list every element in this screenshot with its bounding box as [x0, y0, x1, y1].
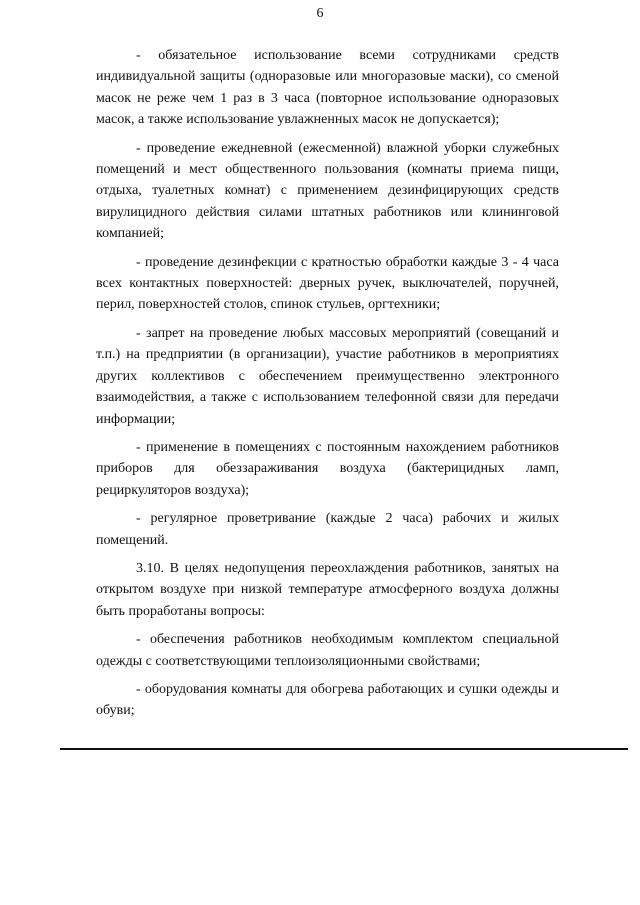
- paragraph-air-disinfection: - применение в помещениях с постоянным нахождением работников приборов для обеззараживания воздуха (бактерицидных ламп, рециркуляторов воздуха);: [96, 439, 559, 498]
- paragraph-section-3-10: 3.10. В целях недопущения переохлаждения работников, занятых на открытом воздухе при низкой температуре атмосферного воздуха должны быть проработаны вопросы:: [96, 560, 559, 619]
- paragraph-mass-events-ban: - запрет на проведение любых массовых мероприятий (совещаний и т.п.) на предприятии (в организации), участие работников в мероприятиях других коллективов с обеспечением преимущественно электронного взаимодействия, а также с использованием телефонной связи для передачи информации;: [96, 325, 559, 427]
- document-body: [96, 45, 559, 729]
- paragraph-heating-room: - оборудования комнаты для обогрева работающих и сушки одежды и обуви;: [96, 681, 559, 719]
- paragraph-masks: - обязательное использование всеми сотрудниками средств индивидуальной защиты (одноразовые или многоразовые маски), со сменой масок не реже чем 1 раз в 3 часа (повторное использование одноразовых масок, а также использование увлажненных масок не допускается);: [96, 48, 559, 128]
- page-number: 6: [316, 6, 324, 21]
- paragraph-disinfection: - проведение дезинфекции с кратностью обработки каждые 3 - 4 часа всех контактных поверхностей: дверных ручек, выключателей, поручней, перил, поверхностей столов, спинок стульев, оргтехники;: [96, 254, 559, 313]
- paragraph-wet-cleaning: - проведение ежедневной (ежесменной) влажной уборки служебных помещений и мест общественного пользования (комнаты приема пищи, отдыха, туалетных комнат) с применением дезинфицирующих средств вирулицидного действия силами штатных работников или клининговой компанией;: [96, 140, 559, 242]
- paragraph-special-clothing: - обеспечения работников необходимым комплектом специальной одежды с соответствующими теплоизоляционными свойствами;: [96, 632, 559, 669]
- paragraph-ventilation: - регулярное проветривание (каждые 2 часа) рабочих и жилых помещений.: [96, 511, 559, 548]
- horizontal-rule: [60, 748, 628, 750]
